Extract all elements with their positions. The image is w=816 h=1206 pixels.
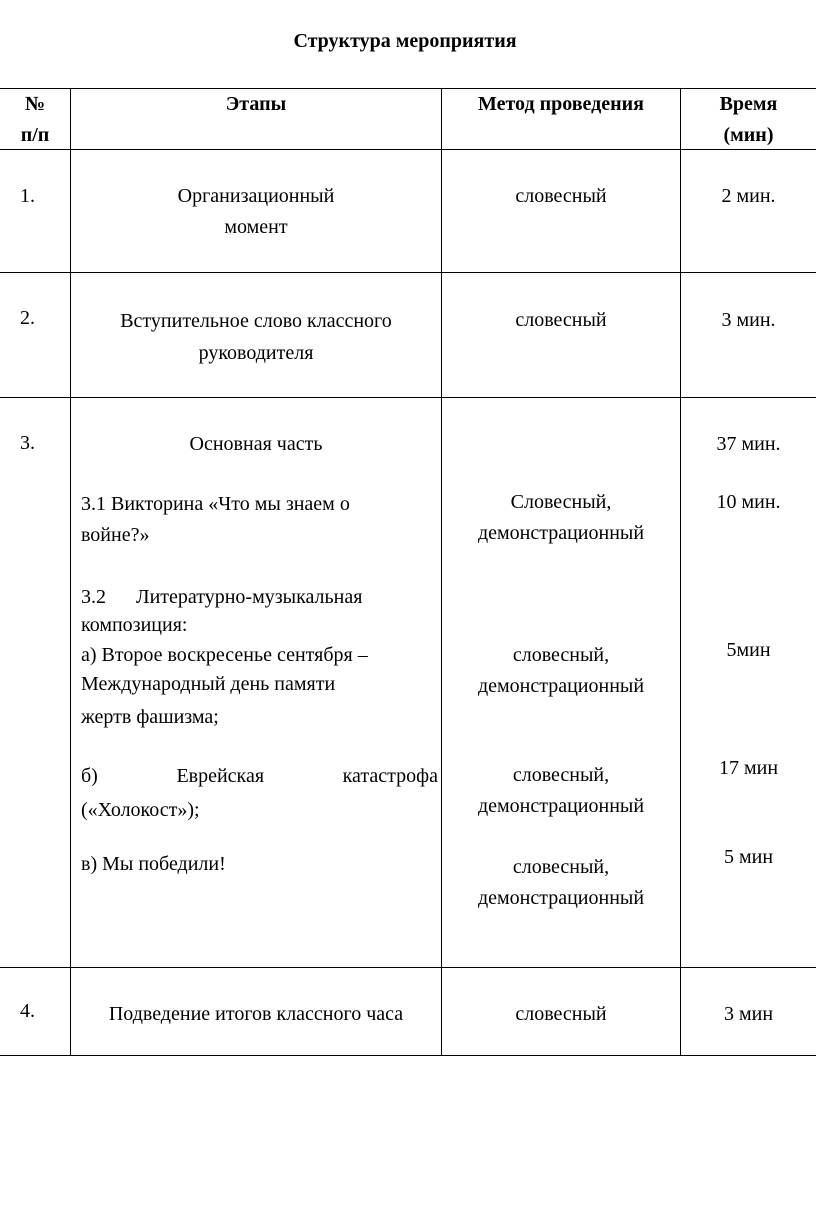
composition-line: композиция: [81,614,188,636]
header-time-line2: (мин) [723,124,774,146]
table-border-bottom [0,1055,816,1056]
row-stage [71,305,441,369]
method-line: словесный, [512,644,610,666]
sub-item-b [81,759,438,827]
sub-item-line: («Холокост»); [81,799,200,821]
row-number: 1. [20,185,35,207]
quiz-time: 10 мин. [716,491,781,513]
quiz-method [442,487,680,549]
row-divider [0,272,816,273]
stage-line: Вступительное слово классного [120,310,392,332]
sub-item-line: а) Второе воскресенье сентября – [81,644,368,666]
sub-item-a-time: 5мин [726,639,771,661]
row-time: 3 мин [723,1003,774,1025]
sub-item-c: в) Мы победили! [81,853,226,875]
method-line: демонстрационный [477,675,645,697]
header-time [681,89,816,151]
word: Еврейская [176,765,265,787]
column-divider [680,88,681,1056]
sub-item-a-method [442,640,680,702]
row-stage: Подведение итогов классного часа [108,1003,404,1025]
page-title: Структура мероприятия [293,30,517,52]
composition-item [81,583,362,639]
row-stage [71,181,441,243]
row-method: словесный [515,185,607,207]
sub-item-a [81,641,368,732]
sub-item-line: жертв фашизма; [81,706,219,728]
method-line: демонстрационный [477,795,645,817]
composition-number: 3.2 [81,586,106,608]
header-number-line2: п/п [20,124,50,146]
method-line: Словесный, [510,491,612,513]
method-line: демонстрационный [477,522,645,544]
word: катастрофа [342,765,438,787]
sub-item-b-method [442,760,680,822]
quiz-line: войне?» [81,524,150,546]
sub-item-c-method [442,852,680,914]
sub-item-b-line1 [81,759,438,793]
stage-line: момент [224,216,288,238]
method-line: словесный, [512,856,610,878]
row-time-main: 37 мин. [716,433,781,455]
row-time: 2 мин. [721,185,776,207]
header-method: Метод проведения [477,93,644,115]
sub-item-line: Международный день памяти [81,673,336,695]
header-number [0,89,70,151]
row-number: 2. [20,307,35,329]
stage-line: руководителя [198,342,314,364]
row-method: словесный [515,309,607,331]
row-divider [0,397,816,398]
sub-item-c-time: 5 мин [723,846,774,868]
composition-title-line [81,583,362,611]
word: б) [81,765,98,787]
composition-title: Литературно-музыкальная [136,586,363,608]
row-stage-main: Основная часть [189,433,323,455]
row-time: 3 мин. [721,309,776,331]
quiz-item [81,489,350,551]
row-divider [0,967,816,968]
stage-line: Организационный [177,185,335,207]
row-method: словесный [515,1003,607,1025]
row-number: 4. [20,1000,35,1022]
method-line: словесный, [512,764,610,786]
row-number: 3. [20,432,35,454]
sub-item-b-time: 17 мин [718,757,779,779]
quiz-line: 3.1 Викторина «Что мы знаем о [81,493,350,515]
header-time-line1: Время [719,93,778,115]
method-line: демонстрационный [477,887,645,909]
header-stages: Этапы [225,93,287,115]
header-number-line1: № [24,93,46,115]
